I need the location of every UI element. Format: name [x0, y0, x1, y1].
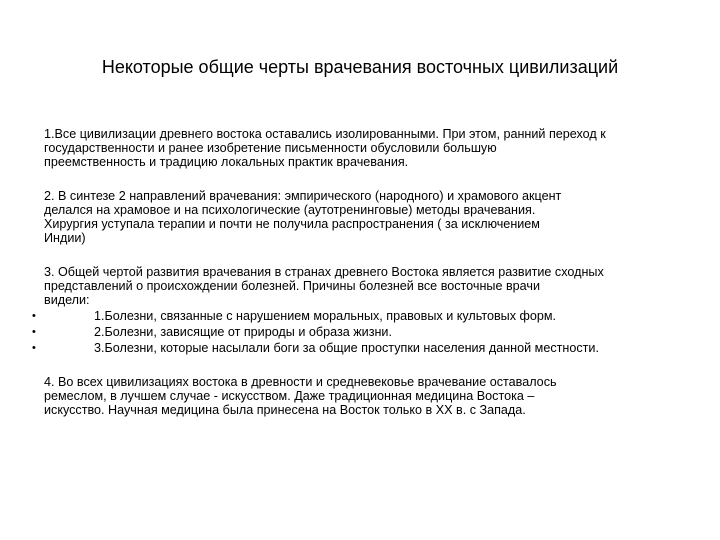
paragraph-4-number: 4. — [44, 375, 55, 389]
paragraph-1-line-3: преемственность и традицию локальных практик врачевания. — [44, 155, 409, 169]
bullet-dot-icon: • — [32, 310, 36, 322]
paragraph-2-line-4: Индии) — [44, 231, 86, 245]
bullet-dot-icon: • — [32, 342, 36, 354]
slide-body — [32, 127, 684, 417]
paragraph-4-line-2: ремеслом, в лучшем случае - искусством. Даже традиционная медицина Востока – — [44, 389, 535, 403]
paragraph-4-line-3: искусство. Научная медицина была принесена на Восток только в XX в. с Запада. — [44, 403, 526, 417]
bullet-text-3: 3.Болезни, которые насылали боги за общие проступки населения данной местности. — [94, 341, 599, 355]
paragraph-1-number: 1. — [44, 127, 55, 141]
paragraph-1-line-2: государственности и ранее изобретение письменности обусловили большую — [44, 141, 497, 155]
slide-title: Некоторые общие черты врачевания восточных цивилизаций — [101, 57, 619, 77]
paragraph-4-line-1 — [44, 375, 684, 389]
paragraph-1 — [44, 127, 684, 169]
bullet-dot-icon: • — [32, 326, 36, 338]
paragraph-2-number: 2. — [44, 189, 55, 203]
paragraph-3-line-3: видели: — [44, 293, 90, 307]
bullet-item-2 — [32, 325, 684, 339]
bullet-item-1 — [32, 309, 684, 323]
paragraph-4-text-1: Во всех цивилизациях востока в древности и средневековье врачевание оставалось — [54, 375, 557, 389]
paragraph-3-text-1: Общей чертой развития врачевания в странах древнего Востока является развитие сходных — [54, 265, 604, 279]
paragraph-1-line-1 — [44, 127, 684, 141]
paragraph-3-number: 3. — [44, 265, 55, 279]
paragraph-3 — [44, 265, 684, 307]
paragraph-2-line-3: Хирургия уступала терапии и почти не получила распространения ( за исключением — [44, 217, 540, 231]
paragraph-4 — [44, 375, 684, 417]
bullet-item-3 — [32, 341, 684, 355]
paragraph-2-text-1: В синтезе 2 направлений врачевания: эмпирического (народного) и храмового акцент — [54, 189, 562, 203]
paragraph-2-line-1 — [44, 189, 684, 203]
bullet-text-1: 1.Болезни, связанные с нарушением моральных, правовых и культовых форм. — [94, 309, 557, 323]
paragraph-3-line-1 — [44, 265, 684, 279]
paragraph-2 — [44, 189, 684, 245]
paragraph-2-line-2: делался на храмовое и на психологические (аутотренинговые) методы врачевания. — [44, 203, 536, 217]
bullet-text-2: 2.Болезни, зависящие от природы и образа жизни. — [94, 325, 392, 339]
paragraph-1-text-1: Все цивилизации древнего востока оставались изолированными. При этом, ранний переход к — [54, 127, 606, 141]
paragraph-3-line-2: представлений о происхождении болезней. Причины болезней все восточные врачи — [44, 279, 540, 293]
